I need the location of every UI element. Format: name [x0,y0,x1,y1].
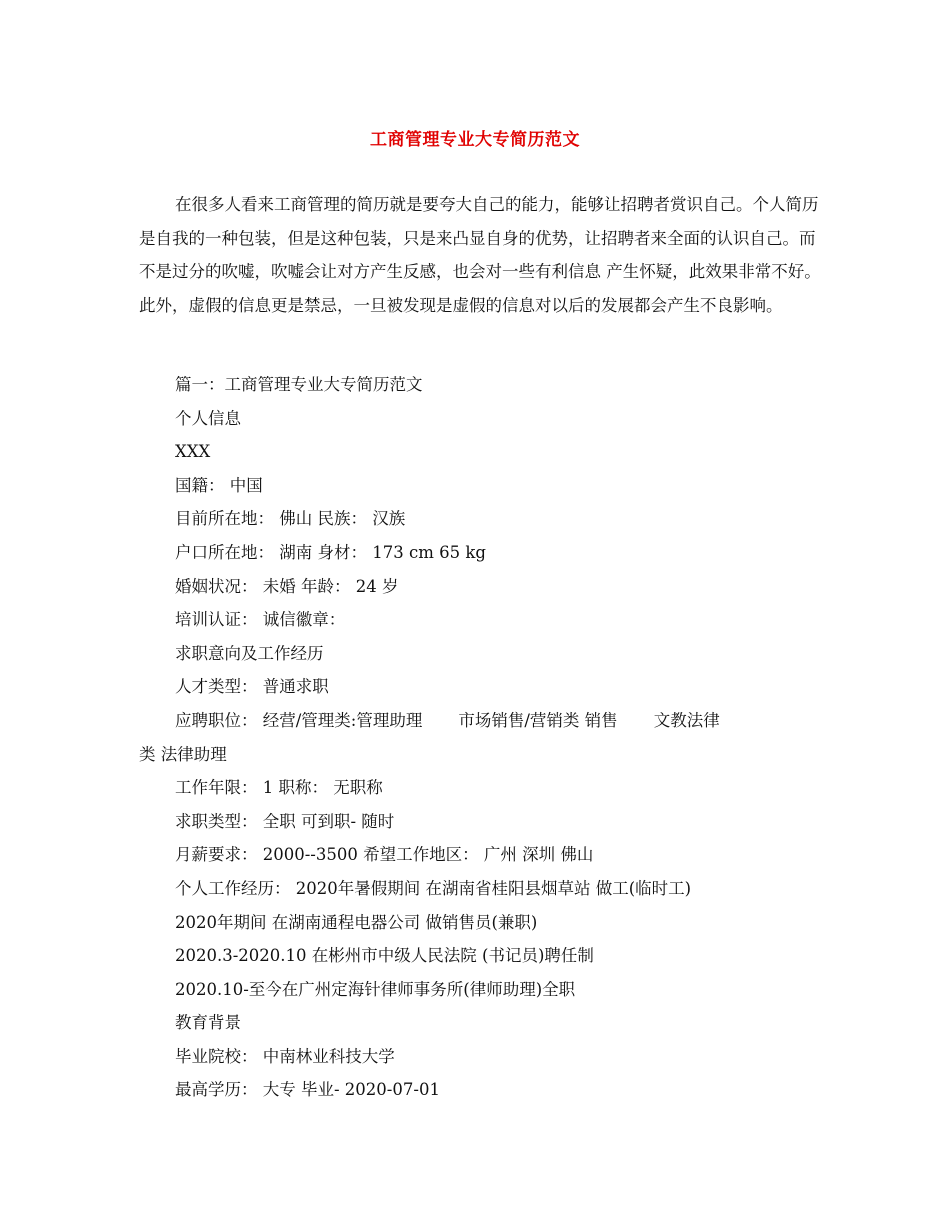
name-line: XXX [175,442,211,462]
resume-body [139,368,829,1107]
document-title: 工商管理专业大专简历范文 [370,130,580,150]
intro-text: 在很多人看来工商管理的简历就是要夸大自己的能力，能够让招聘者赏识自己。个人简历是自我的一种包装，但是这种包装，只是来凸显自身的优势，让招聘者来全面的认识自己。而不是过分的吹嘘，吹嘘会让对方产生反感，也会对一些有利信息 产生怀疑，此效果非常不好。此外，虚假的信息更是禁忌，一旦被发现是虚假的信息对以后的发展都会产生不良影响。 [139,195,821,315]
position-2: 市场销售/营销类 销售 [458,710,618,730]
position-line-continued: 类 法律助理 [139,744,227,764]
school-line: 毕业院校： 中南林业科技大学 [175,1046,395,1066]
personal-info-heading: 个人信息 [175,408,241,428]
job-type-line: 求职类型： 全职 可到职- 随时 [175,811,395,831]
training-line: 培训认证： 诚信徽章： [175,610,346,630]
location-line: 目前所在地： 佛山 民族： 汉族 [175,509,406,529]
experience-line-1: 个人工作经历： 2020年暑假期间 在湖南省桂阳县烟草站 做工(临时工) [175,878,692,898]
experience-line-3: 2020.3-2020.10 在彬州市中级人民法院 (书记员)聘任制 [175,946,594,966]
work-years-line: 工作年限： 1 职称： 无职称 [175,778,383,798]
talent-type-line: 人才类型： 普通求职 [175,677,329,697]
section-title: 篇一：工商管理专业大专简历范文 [175,375,423,394]
education-heading: 教育背景 [175,1013,241,1033]
experience-line-4: 2020.10-至今在广州定海针律师事务所(律师助理)全职 [175,979,576,999]
position-1: 应聘职位： 经营/管理类:管理助理 [175,710,423,730]
salary-line: 月薪要求： 2000--3500 希望工作地区： 广州 深圳 佛山 [175,845,594,865]
position-3: 文教法律 [653,710,720,730]
experience-line-2: 2020年期间 在湖南通程电器公司 做销售员(兼职) [175,912,538,932]
position-line [139,704,829,738]
intro-paragraph [139,188,829,322]
hukou-line: 户口所在地： 湖南 身材： 173 cm 65 kg [175,542,486,562]
job-intent-heading: 求职意向及工作经历 [175,643,324,663]
degree-line: 最高学历： 大专 毕业- 2020-07-01 [175,1080,440,1100]
marital-line: 婚姻状况： 未婚 年龄： 24 岁 [175,576,399,596]
nationality-line: 国籍： 中国 [175,475,263,495]
